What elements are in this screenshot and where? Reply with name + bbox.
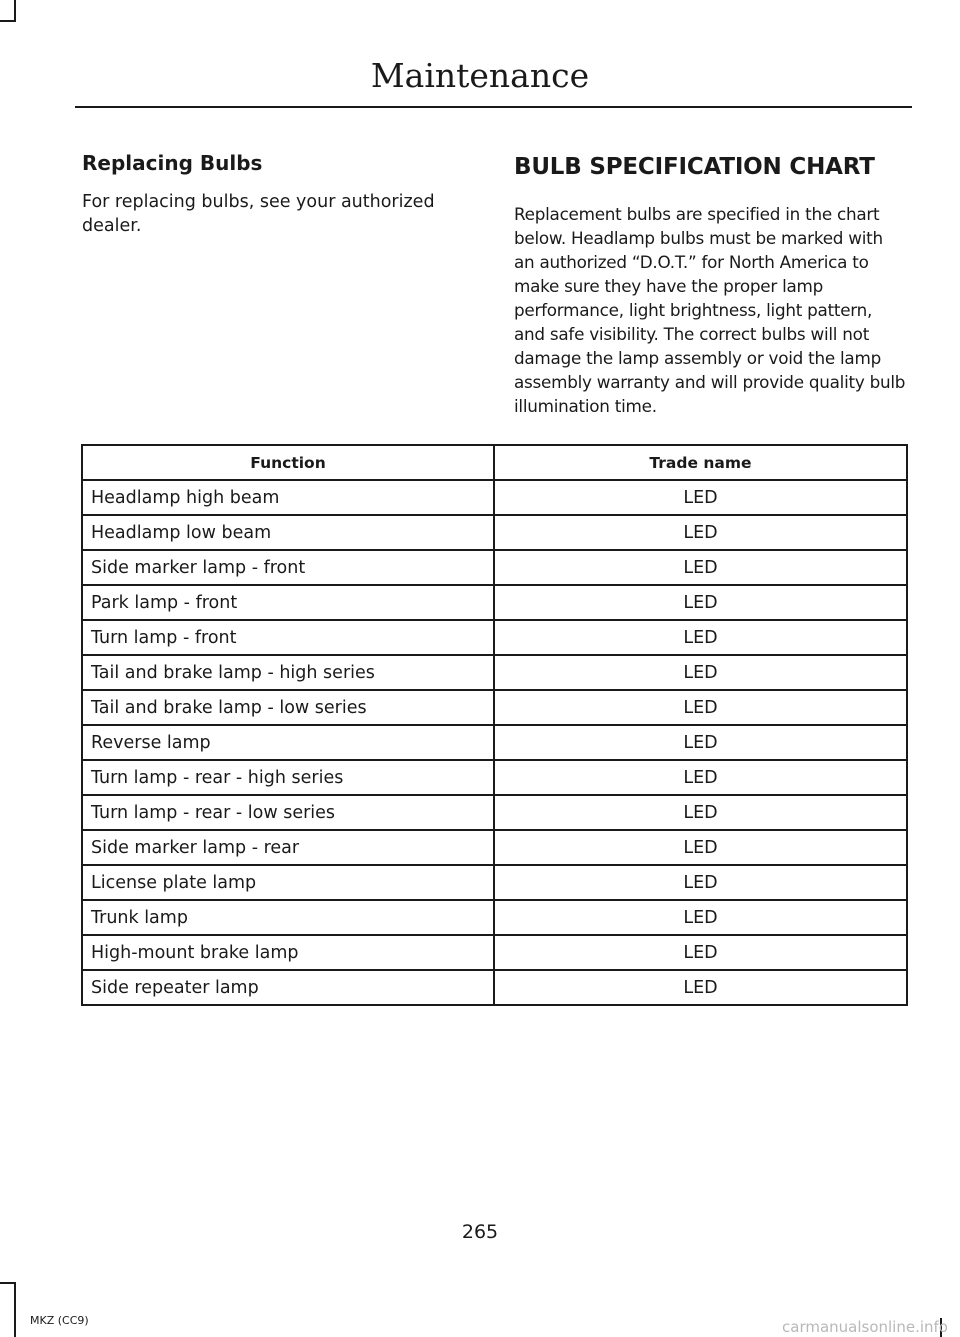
crop-mark-bottom-left-vertical	[14, 1284, 16, 1337]
function-cell: Headlamp low beam	[82, 515, 494, 550]
trade-name-cell: LED	[494, 550, 907, 585]
function-cell: Turn lamp - rear - low series	[82, 795, 494, 830]
table-row	[82, 760, 907, 795]
trade-name-cell: LED	[494, 620, 907, 655]
table-row	[82, 970, 907, 1005]
table-row	[82, 830, 907, 865]
trade-name-cell: LED	[494, 865, 907, 900]
bulb-specification-table	[81, 444, 908, 1006]
crop-mark-bottom-left-horizontal	[0, 1282, 16, 1284]
trade-name-cell: LED	[494, 760, 907, 795]
bulb-chart-heading: BULB SPECIFICATION CHART	[514, 154, 875, 180]
trade-name-cell: LED	[494, 480, 907, 515]
table-row	[82, 795, 907, 830]
function-cell: Side marker lamp - front	[82, 550, 494, 585]
page-number: 265	[461, 1221, 499, 1243]
table-row	[82, 655, 907, 690]
trade-name-cell: LED	[494, 935, 907, 970]
function-cell: Tail and brake lamp - high series	[82, 655, 494, 690]
function-cell: High-mount brake lamp	[82, 935, 494, 970]
function-cell: Turn lamp - front	[82, 620, 494, 655]
function-cell: Side repeater lamp	[82, 970, 494, 1005]
trade-name-cell: LED	[494, 515, 907, 550]
function-cell: Trunk lamp	[82, 900, 494, 935]
table-row	[82, 550, 907, 585]
trade-name-cell: LED	[494, 970, 907, 1005]
function-cell: Park lamp - front	[82, 585, 494, 620]
column-header-trade-name: Trade name	[494, 445, 907, 480]
function-cell: License plate lamp	[82, 865, 494, 900]
site-watermark: carmanualsonline.info	[782, 1318, 948, 1336]
trade-name-cell: LED	[494, 585, 907, 620]
table-row	[82, 865, 907, 900]
function-cell: Side marker lamp - rear	[82, 830, 494, 865]
function-cell: Headlamp high beam	[82, 480, 494, 515]
function-cell: Tail and brake lamp - low series	[82, 690, 494, 725]
table-row	[82, 900, 907, 935]
function-cell: Reverse lamp	[82, 725, 494, 760]
replacing-bulbs-section	[82, 150, 482, 238]
crop-mark-top-left-horizontal	[0, 20, 16, 22]
table-row	[82, 585, 907, 620]
table-row	[82, 690, 907, 725]
model-label: MKZ (CC9)	[30, 1314, 89, 1327]
function-cell: Turn lamp - rear - high series	[82, 760, 494, 795]
trade-name-cell: LED	[494, 830, 907, 865]
bulb-chart-intro-text: Replacement bulbs are specified in the chart below. Headlamp bulbs must be marked with an authorized “D.O.T.” for North America to make sure they have the proper lamp performance, light brightness, light pattern, and safe visibility. The correct bulbs will not damage the lamp assembly or void the lamp assembly warranty and will provide quality bulb illumination time.	[514, 204, 906, 416]
table-row	[82, 935, 907, 970]
trade-name-cell: LED	[494, 795, 907, 830]
replacing-bulbs-text: For replacing bulbs, see your authorized dealer.	[82, 192, 435, 236]
crop-mark-top-left-vertical	[14, 0, 16, 20]
page-title: Maintenance	[370, 56, 590, 95]
header-divider	[75, 106, 912, 108]
trade-name-cell: LED	[494, 690, 907, 725]
table-body	[82, 480, 907, 1005]
table-header-row	[82, 445, 907, 480]
table-row	[82, 725, 907, 760]
replacing-bulbs-heading: Replacing Bulbs	[82, 151, 263, 175]
bulb-chart-section	[514, 152, 908, 418]
trade-name-cell: LED	[494, 900, 907, 935]
table-row	[82, 515, 907, 550]
column-header-function: Function	[82, 445, 494, 480]
trade-name-cell: LED	[494, 655, 907, 690]
trade-name-cell: LED	[494, 725, 907, 760]
table-row	[82, 620, 907, 655]
table-row	[82, 480, 907, 515]
